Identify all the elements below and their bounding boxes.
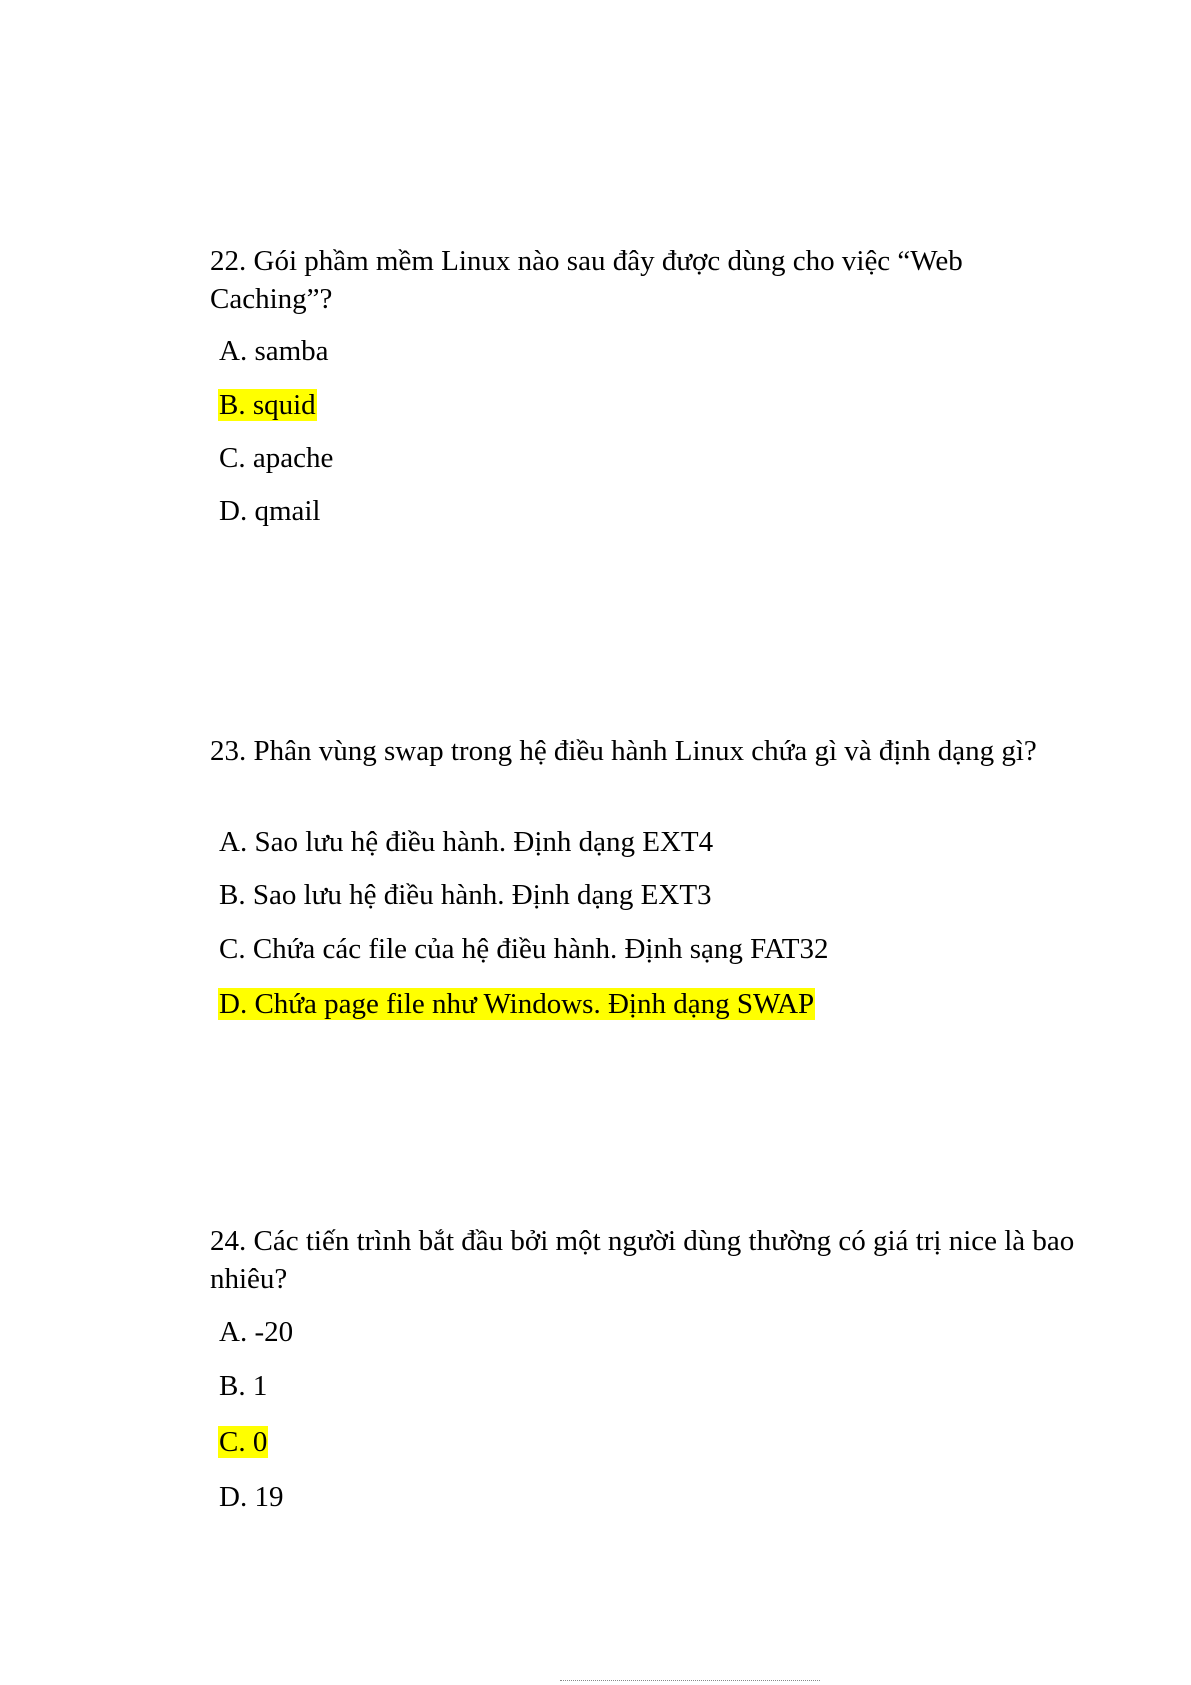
question-23 xyxy=(210,732,1090,1020)
question-24 xyxy=(210,1222,1090,1513)
question-22 xyxy=(210,242,1090,527)
option-label: A. samba xyxy=(219,335,329,367)
option-a xyxy=(218,825,714,859)
option-b-correct xyxy=(218,388,317,422)
option-b xyxy=(218,878,713,912)
option-c-correct xyxy=(218,1425,268,1459)
option-d xyxy=(218,494,322,528)
option-c xyxy=(218,932,830,966)
option-label: D. Chứa page file như Windows. Định dạng SWAP xyxy=(219,988,815,1020)
option-label: A. -20 xyxy=(219,1316,294,1348)
option-c xyxy=(218,441,334,475)
question-text: 22. Gói phầm mềm Linux nào sau đây được dùng cho việc “Web Caching”? xyxy=(210,245,963,315)
option-label: C. Chứa các file của hệ điều hành. Định sạng FAT32 xyxy=(219,933,829,965)
option-a xyxy=(218,334,330,368)
question-text: 23. Phân vùng swap trong hệ điều hành Linux chứa gì và định dạng gì? xyxy=(210,735,1037,767)
option-a xyxy=(218,1315,294,1349)
option-label: C. 0 xyxy=(219,1426,268,1458)
option-label: B. squid xyxy=(219,389,316,421)
option-label: B. 1 xyxy=(219,1370,268,1402)
option-label: A. Sao lưu hệ điều hành. Định dạng EXT4 xyxy=(219,826,714,858)
option-d-correct xyxy=(218,987,815,1021)
option-label: D. qmail xyxy=(219,495,321,527)
option-b xyxy=(218,1369,268,1403)
page-bottom-divider xyxy=(560,1680,820,1681)
option-label: D. 19 xyxy=(219,1481,284,1513)
option-label: B. Sao lưu hệ điều hành. Định dạng EXT3 xyxy=(219,879,712,911)
question-text: 24. Các tiến trình bắt đầu bởi một người dùng thường có giá trị nice là bao nhiêu? xyxy=(210,1225,1075,1295)
option-d xyxy=(218,1480,284,1514)
option-label: C. apache xyxy=(219,442,334,474)
